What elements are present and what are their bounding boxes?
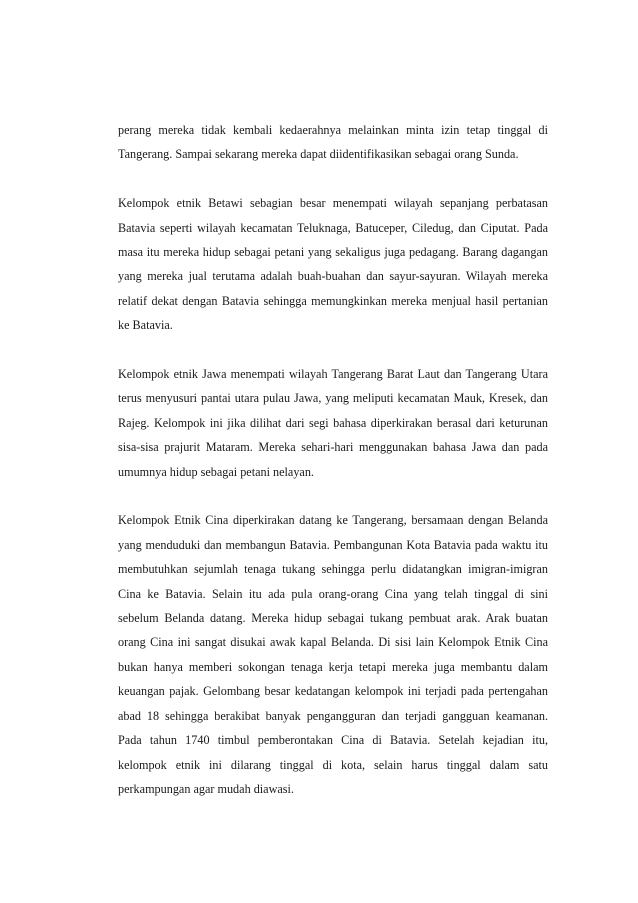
paragraph-cina: Kelompok Etnik Cina diperkirakan datang ke Tangerang, bersamaan dengan Belanda yang menduduki dan membangun Batavia. Pembangunan Kota Batavia pada waktu itu membutuhkan sejumlah tenaga tukang sehingga perlu didatangkan imigran-imigran Cina ke Batavia. Selain itu ada pula orang-orang Cina yang telah tinggal di sini sebelum Belanda datang. Mereka hidup sebagai tukang pembuat arak. Arak buatan orang Cina ini sangat disukai awak kapal Belanda. Di sisi lain Kelompok Etnik Cina bukan hanya memberi sokongan tenaga kerja tetapi mereka juga membantu dalam keuangan pajak. Gelombang besar kedatangan kelompok ini terjadi pada pertengahan abad 18 sehingga berakibat banyak pengangguran dan terjadi gangguan keamanan. Pada tahun 1740 timbul pemberontakan Cina di Batavia. Setelah kejadian itu, kelompok etnik ini dilarang tinggal di kota, selain harus tinggal dalam satu perkampungan agar mudah diawasi. <box>118 513 548 796</box>
paragraph-betawi: Kelompok etnik Betawi sebagian besar menempati wilayah sepanjang perbatasan Batavia seperti wilayah kecamatan Teluknaga, Batuceper, Ciledug, dan Ciputat. Pada masa itu mereka hidup sebagai petani yang sekaligus juga pedagang. Barang dagangan yang mereka jual terutama adalah buah-buahan dan sayur-sayuran. Wilayah mereka relatif dekat dengan Batavia sehingga memungkinkan mereka menjual hasil pertanian ke Batavia. <box>118 196 548 333</box>
paragraph-sunda: perang mereka tidak kembali kedaerahnya melainkan minta izin tetap tinggal di Tangerang. Sampai sekarang mereka dapat diidentifikasikan sebagai orang Sunda. <box>118 123 548 162</box>
paragraph-jawa: Kelompok etnik Jawa menempati wilayah Tangerang Barat Laut dan Tangerang Utara terus menyusuri pantai utara pulau Jawa, yang meliputi kecamatan Mauk, Kresek, dan Rajeg. Kelompok ini jika dilihat dari segi bahasa diperkirakan berasal dari keturunan sisa-sisa prajurit Mataram. Mereka sehari-hari menggunakan bahasa Jawa dan pada umumnya hidup sebagai petani nelayan. <box>118 367 548 479</box>
document-body <box>118 118 548 801</box>
